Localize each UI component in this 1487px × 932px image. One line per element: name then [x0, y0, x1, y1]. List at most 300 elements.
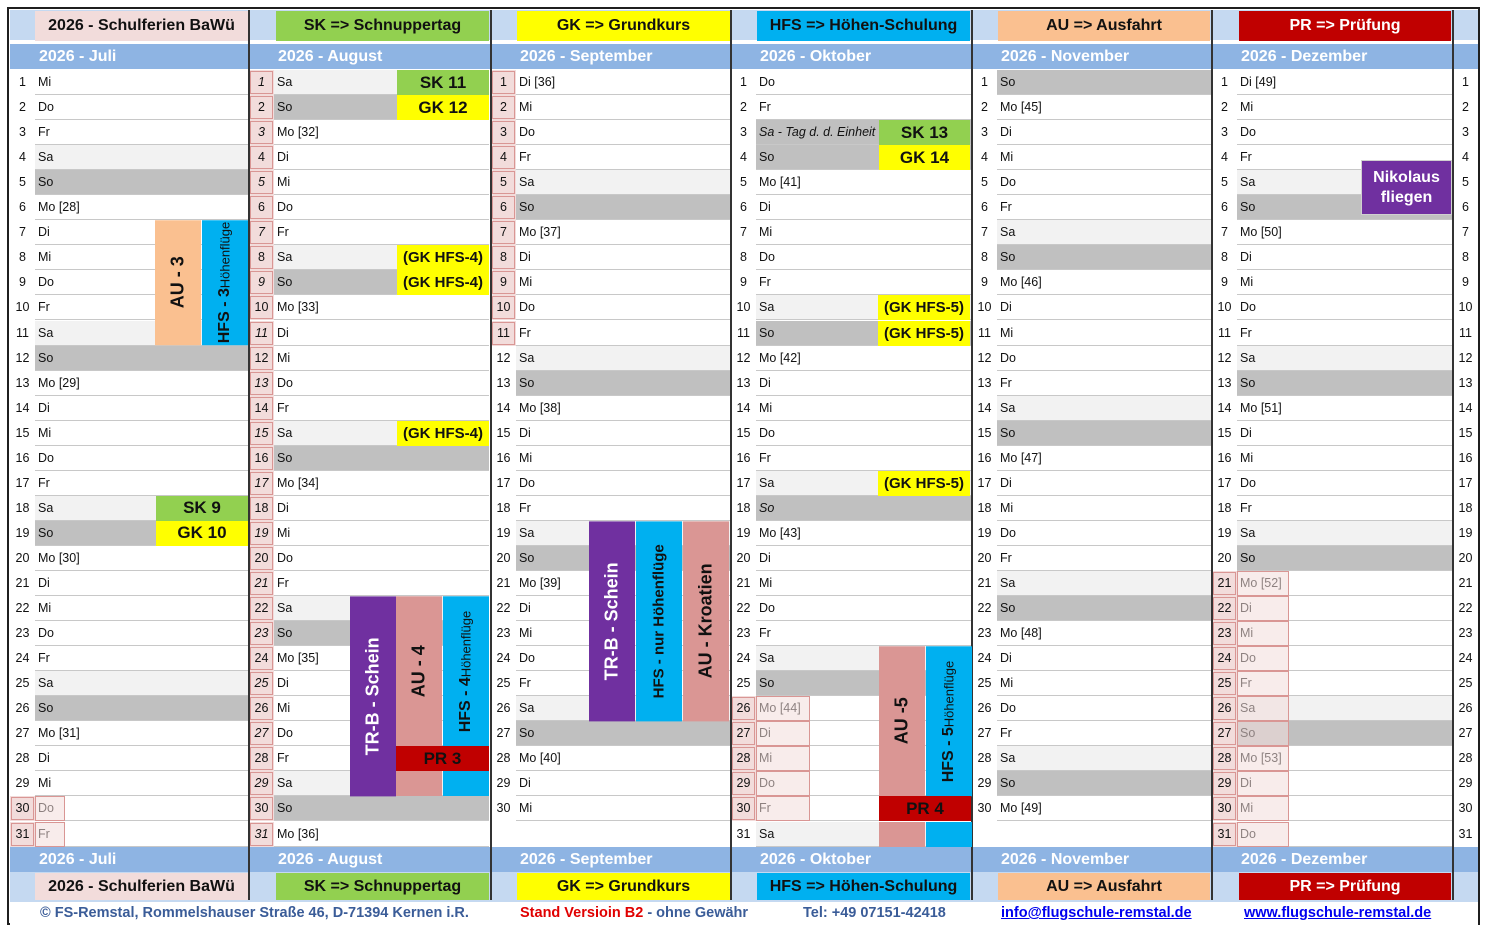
day-cell — [35, 796, 250, 821]
day-cell: Sa — [756, 646, 971, 671]
event-pr-3[interactable]: PR 3 — [396, 746, 489, 771]
day-number: 8 — [740, 250, 747, 265]
footer-phone: Tel: +49 07151-42418 — [803, 905, 946, 921]
day-cell: Do — [274, 195, 489, 220]
day-cell: Sa — [35, 321, 250, 346]
day-cell: So — [274, 621, 489, 646]
day-cell: Mo [51] — [1237, 396, 1452, 421]
day-number: 25 — [249, 671, 274, 696]
day-cell: Mi — [997, 496, 1212, 521]
day-number: 19 — [977, 525, 992, 540]
day-number: 14 — [496, 400, 511, 415]
day-number: 27 — [15, 726, 30, 741]
day-number-right: 21 — [1458, 576, 1473, 590]
event-au-5-tail — [879, 822, 925, 847]
day-number-right: 23 — [1458, 626, 1473, 641]
event-pr-4[interactable]: PR 4 — [879, 796, 971, 821]
day-number: 3 — [981, 125, 988, 140]
day-number: 28 — [249, 746, 274, 771]
day-cell: Do — [516, 471, 731, 496]
day-cell: Mo [46] — [997, 270, 1212, 295]
day-number: 21 — [736, 576, 751, 590]
event-hfs-3[interactable] — [202, 220, 248, 345]
day-number: 5 — [1221, 175, 1228, 190]
day-number-right: 25 — [1458, 676, 1473, 691]
day-number: 15 — [977, 425, 992, 440]
event-gk-12[interactable]: GK 12 — [397, 95, 489, 120]
event-gk-hfs-5-c[interactable]: (GK HFS-5) — [878, 471, 970, 496]
legend-gk-bottom: GK => Grundkurs — [517, 873, 730, 900]
event-sk-9[interactable]: SK 9 — [156, 496, 248, 521]
day-cell: Mi — [516, 270, 731, 295]
day-number: 17 — [1217, 475, 1232, 490]
event-au-4-label-0: AU - 4 — [408, 645, 429, 698]
day-cell: Sa — [274, 245, 489, 270]
day-cell: Sa — [35, 145, 250, 170]
day-cell: Sa - Tag d. d. Einheit — [756, 120, 971, 145]
day-cell: Mo [40] — [516, 746, 731, 771]
day-number-right: 30 — [1458, 801, 1473, 816]
day-number: 9 — [491, 270, 516, 295]
day-number: 30 — [10, 796, 35, 821]
day-cell: Sa — [274, 596, 489, 621]
day-number-right: 7 — [1462, 225, 1469, 240]
day-number: 4 — [981, 150, 988, 165]
event-hfs-5[interactable] — [926, 646, 972, 796]
day-number: 31 — [1212, 822, 1237, 847]
day-cell: Di — [35, 746, 250, 771]
event-au-5[interactable] — [879, 646, 925, 796]
day-cell: Sa — [997, 571, 1212, 596]
day-cell: Do — [516, 295, 731, 320]
day-cell: Mi — [274, 521, 489, 546]
day-number: 5 — [19, 175, 26, 190]
day-number: 23 — [1212, 621, 1237, 646]
column-separator-1 — [490, 10, 492, 900]
day-number: 24 — [736, 651, 751, 666]
month-title-7-bottom: 2026 - Juli — [35, 847, 250, 872]
day-number: 15 — [15, 425, 30, 440]
day-number-right: 19 — [1458, 525, 1473, 540]
day-cell: Mo [29] — [35, 371, 250, 396]
day-number: 21 — [15, 576, 30, 590]
day-number: 12 — [1217, 350, 1232, 365]
event-hfs-3-label-0: HFS - 3 — [216, 288, 233, 344]
day-number: 29 — [15, 776, 30, 791]
day-cell: Fr — [997, 721, 1212, 746]
day-number: 1 — [981, 75, 988, 89]
day-cell: Mi — [997, 321, 1212, 346]
day-cell: Di [36] — [516, 70, 731, 95]
day-cell: Di — [516, 421, 731, 446]
day-number: 8 — [981, 250, 988, 265]
day-number: 10 — [15, 300, 30, 315]
holiday-marker — [756, 721, 810, 746]
day-number-right: 2 — [1462, 100, 1469, 115]
day-number: 1 — [1221, 75, 1228, 89]
day-cell: Mo [48] — [997, 621, 1212, 646]
column-separator-2 — [730, 10, 732, 900]
month-title-8-top: 2026 - August — [274, 44, 489, 69]
day-number: 11 — [16, 325, 29, 340]
event-trb-schein-sep[interactable] — [589, 521, 635, 721]
day-cell: So — [274, 446, 489, 471]
day-cell: Mi — [35, 245, 250, 270]
day-number: 19 — [496, 525, 511, 540]
day-number: 30 — [496, 801, 511, 816]
day-cell: Mi — [516, 95, 731, 120]
day-number: 10 — [249, 295, 274, 320]
event-hfs-4[interactable] — [443, 596, 489, 746]
day-cell: Mi — [274, 346, 489, 371]
day-cell: So — [997, 771, 1212, 796]
event-hfs-4-label-1: Höhenflüge — [458, 610, 474, 677]
day-cell: Mo [32] — [274, 120, 489, 145]
day-cell: Do — [756, 421, 971, 446]
event-trb-schein-aug[interactable] — [350, 596, 396, 796]
day-cell: Di — [997, 120, 1212, 145]
holiday-marker — [1237, 822, 1289, 847]
day-number: 13 — [496, 375, 511, 390]
day-cell: Do — [35, 270, 250, 295]
day-number-right: 5 — [1462, 175, 1469, 190]
column-separator-0 — [248, 10, 250, 900]
day-number-right: 26 — [1458, 701, 1473, 716]
event-hfs-nur-hoehenfluege-label-0: HFS - nur Höhenflüge — [650, 544, 668, 699]
day-number: 27 — [731, 721, 756, 746]
day-number: 10 — [977, 300, 992, 315]
holiday-marker — [756, 796, 810, 821]
day-cell: Do — [35, 446, 250, 471]
day-cell: Mi — [274, 696, 489, 721]
day-number: 7 — [491, 220, 516, 245]
day-cell: Fr — [274, 396, 489, 421]
day-number: 29 — [977, 776, 992, 791]
day-number: 19 — [15, 525, 30, 540]
day-number: 6 — [981, 200, 988, 215]
day-cell: Sa — [516, 346, 731, 371]
legend-hfs-top: HFS => Höhen-Schulung — [757, 11, 970, 41]
day-number: 30 — [731, 796, 756, 821]
day-number-right: 9 — [1462, 275, 1469, 290]
day-cell: Fr — [35, 120, 250, 145]
day-number: 25 — [496, 676, 511, 691]
day-cell: So — [997, 421, 1212, 446]
day-cell: Mi — [997, 145, 1212, 170]
day-cell: So — [35, 346, 250, 371]
day-number: 7 — [740, 225, 747, 240]
day-number: 22 — [1212, 596, 1237, 621]
holiday-marker — [1237, 721, 1289, 746]
day-number: 28 — [496, 751, 511, 766]
day-cell: Mo [47] — [997, 446, 1212, 471]
day-number: 13 — [977, 375, 992, 390]
day-cell: Sa — [516, 521, 731, 546]
day-number: 21 — [1212, 571, 1237, 596]
day-number: 9 — [19, 275, 26, 290]
legend-sk-bottom: SK => Schnuppertag — [276, 873, 489, 900]
legend-gk-top: GK => Grundkurs — [517, 11, 730, 41]
day-number: 22 — [249, 596, 274, 621]
day-cell: Fr — [35, 471, 250, 496]
month-title-10-top: 2026 - Oktober — [756, 44, 971, 69]
day-number-right: 6 — [1462, 200, 1469, 215]
day-number: 22 — [15, 601, 30, 616]
day-number: 24 — [977, 651, 992, 666]
day-cell: Fr — [516, 671, 731, 696]
legend-pr-top: PR => Prüfung — [1239, 11, 1451, 41]
day-number: 11 — [249, 321, 274, 346]
day-number-right: 1 — [1462, 75, 1469, 89]
event-gk-hfs-4-a[interactable]: (GK HFS-4) — [397, 245, 489, 270]
event-hfs-4-tail — [443, 771, 489, 796]
day-cell: Mo [30] — [35, 546, 250, 571]
event-au-3[interactable] — [155, 220, 201, 345]
day-cell: So — [997, 596, 1212, 621]
day-number: 7 — [19, 225, 26, 240]
event-trb-schein-sep-label-0: TR-B - Schein — [601, 562, 622, 681]
day-number: 11 — [737, 325, 750, 340]
day-number: 13 — [15, 375, 30, 390]
day-cell: Do — [997, 170, 1212, 195]
day-number: 27 — [1212, 721, 1237, 746]
holiday-marker — [1237, 696, 1289, 721]
day-cell: Mo [36] — [274, 822, 489, 847]
event-nikolaus-fliegen[interactable]: Nikolaus fliegen — [1361, 160, 1452, 215]
day-number: 6 — [491, 195, 516, 220]
day-number: 14 — [15, 400, 30, 415]
day-number: 16 — [496, 450, 511, 465]
event-hfs-nur-hoehenfluege[interactable] — [636, 521, 682, 721]
day-number: 29 — [249, 771, 274, 796]
day-cell: Fr — [274, 220, 489, 245]
day-cell: Sa — [997, 220, 1212, 245]
day-cell: Sa — [35, 671, 250, 696]
day-cell: Di — [274, 671, 489, 696]
day-number: 2 — [740, 100, 747, 115]
day-cell: Sa — [35, 496, 250, 521]
day-cell: Fr — [1237, 321, 1452, 346]
day-cell: Do — [756, 70, 971, 95]
day-cell: Do — [516, 120, 731, 145]
day-number: 28 — [1212, 746, 1237, 771]
day-number: 9 — [740, 275, 747, 290]
day-cell: Mi — [35, 596, 250, 621]
day-number: 18 — [1217, 500, 1232, 515]
day-cell: Di — [516, 245, 731, 270]
day-cell: Do — [35, 621, 250, 646]
day-number: 17 — [736, 475, 751, 490]
event-hfs-4-label-0: HFS - 4 — [457, 676, 474, 733]
day-cell: Do — [1237, 471, 1452, 496]
day-cell: Mo [39] — [516, 571, 731, 596]
day-cell: So — [274, 270, 489, 295]
day-number: 24 — [1212, 646, 1237, 671]
day-number: 2 — [491, 95, 516, 120]
day-cell: Mi — [35, 70, 250, 95]
day-cell: Sa — [997, 396, 1212, 421]
day-cell: Mo [33] — [274, 295, 489, 320]
day-cell: Fr — [997, 546, 1212, 571]
day-number: 4 — [1221, 150, 1228, 165]
day-number: 15 — [496, 425, 511, 440]
day-number: 5 — [249, 170, 274, 195]
event-au-4[interactable] — [396, 596, 442, 746]
day-number-right: 18 — [1458, 500, 1473, 515]
day-number: 20 — [496, 550, 511, 565]
legend-pr-bottom: PR => Prüfung — [1239, 873, 1451, 900]
day-number: 12 — [496, 350, 511, 365]
day-number: 19 — [1217, 525, 1232, 540]
event-gk-hfs-4-c[interactable]: (GK HFS-4) — [397, 421, 489, 446]
day-cell: So — [35, 521, 250, 546]
day-number: 18 — [496, 500, 511, 515]
day-number: 8 — [1221, 250, 1228, 265]
day-number-right: 27 — [1458, 726, 1473, 741]
day-number-right: 31 — [1458, 826, 1473, 841]
day-number: 10 — [491, 295, 516, 320]
day-number: 29 — [731, 771, 756, 796]
day-number: 24 — [496, 651, 511, 666]
day-number: 9 — [249, 270, 274, 295]
day-cell: Di — [516, 596, 731, 621]
holiday-marker — [35, 822, 65, 847]
day-cell: Do — [756, 596, 971, 621]
day-cell: Di — [997, 471, 1212, 496]
legend-au-top: AU => Ausfahrt — [998, 11, 1210, 41]
day-number: 16 — [977, 450, 992, 465]
day-number-right: 28 — [1458, 751, 1473, 766]
day-number: 24 — [15, 651, 30, 666]
day-number: 25 — [736, 676, 751, 691]
day-number: 3 — [740, 125, 747, 140]
day-cell: Mi — [1237, 446, 1452, 471]
footer-website-link[interactable]: www.flugschule-remstal.de — [1244, 905, 1432, 921]
day-cell: So — [756, 671, 971, 696]
day-number: 8 — [249, 245, 274, 270]
day-cell: Mi — [756, 396, 971, 421]
footer-copyright: © FS-Remstal, Rommelshauser Straße 46, D-71394 Kernen i.R. — [40, 905, 469, 921]
day-number: 17 — [249, 471, 274, 496]
day-cell: Fr — [274, 746, 489, 771]
day-cell: Mo [49] — [997, 796, 1212, 821]
day-number: 1 — [249, 70, 274, 95]
holiday-marker — [35, 796, 65, 821]
legend-schulferien-top: 2026 - Schulferien BaWü — [35, 11, 248, 41]
day-number-right: 17 — [1458, 475, 1473, 490]
day-cell: Sa — [516, 170, 731, 195]
day-cell: Fr — [274, 571, 489, 596]
event-gk-14[interactable]: GK 14 — [879, 145, 970, 170]
footer-version — [520, 905, 748, 921]
event-sk-13[interactable]: SK 13 — [879, 120, 970, 145]
day-cell: Di — [1237, 245, 1452, 270]
day-cell: Do — [997, 521, 1212, 546]
day-number: 20 — [1217, 550, 1232, 565]
day-number: 18 — [15, 500, 30, 515]
day-cell: Di — [997, 646, 1212, 671]
event-gk-10[interactable]: GK 10 — [156, 521, 248, 546]
event-sk-11[interactable]: SK 11 — [397, 70, 489, 95]
month-title-9-top: 2026 - September — [516, 44, 731, 69]
day-cell: Di — [35, 220, 250, 245]
day-number-right: 8 — [1462, 250, 1469, 265]
event-au-4-tail — [396, 771, 442, 796]
day-number: 4 — [740, 150, 747, 165]
day-cell: Do — [274, 371, 489, 396]
month-title-9-bottom: 2026 - September — [516, 847, 731, 872]
day-cell: Mi — [516, 621, 731, 646]
day-cell: So — [516, 371, 731, 396]
event-gk-hfs-5-a[interactable]: (GK HFS-5) — [878, 295, 970, 320]
holiday-marker — [756, 771, 810, 796]
day-number: 16 — [15, 450, 30, 465]
day-cell — [35, 822, 250, 847]
day-cell: Sa — [274, 70, 489, 95]
day-number: 16 — [736, 450, 751, 465]
event-gk-hfs-4-b[interactable]: (GK HFS-4) — [397, 270, 489, 295]
day-cell: Mo [34] — [274, 471, 489, 496]
day-cell: Sa — [1237, 521, 1452, 546]
day-number: 28 — [731, 746, 756, 771]
day-number: 12 — [249, 346, 274, 371]
day-number: 31 — [736, 826, 751, 841]
day-number: 20 — [736, 550, 751, 565]
holiday-marker — [1237, 596, 1289, 621]
day-cell: Sa — [756, 295, 971, 320]
day-cell: So — [756, 145, 971, 170]
day-number: 1 — [740, 75, 747, 89]
month-title-7-top: 2026 - Juli — [35, 44, 250, 69]
day-cell: Mi — [997, 671, 1212, 696]
day-number: 18 — [736, 500, 751, 515]
day-number: 23 — [977, 626, 992, 641]
day-number: 11 — [978, 325, 991, 340]
day-number: 8 — [19, 250, 26, 265]
day-number: 25 — [1212, 671, 1237, 696]
day-cell: Sa — [756, 471, 971, 496]
month-title-8-bottom: 2026 - August — [274, 847, 489, 872]
day-cell: Di — [35, 396, 250, 421]
footer-email-link[interactable]: info@flugschule-remstal.de — [1001, 905, 1192, 921]
day-cell: Mo [31] — [35, 721, 250, 746]
month-title-10-bottom: 2026 - Oktober — [756, 847, 971, 872]
event-gk-hfs-5-b[interactable]: (GK HFS-5) — [878, 321, 970, 346]
day-number: 15 — [1217, 425, 1232, 440]
day-cell: So — [516, 546, 731, 571]
day-cell: Do — [997, 696, 1212, 721]
day-number: 4 — [19, 150, 26, 165]
day-cell: Mo [37] — [516, 220, 731, 245]
holiday-marker — [1237, 621, 1289, 646]
day-cell: Di — [516, 771, 731, 796]
day-number: 21 — [249, 571, 274, 596]
event-au-5-label-0: AU -5 — [891, 697, 912, 745]
day-cell: Sa — [997, 746, 1212, 771]
day-cell: Do — [274, 721, 489, 746]
day-number: 30 — [249, 796, 274, 821]
day-number: 17 — [496, 475, 511, 490]
day-number: 10 — [1217, 300, 1232, 315]
day-number: 23 — [249, 621, 274, 646]
event-au-kroatien[interactable] — [683, 521, 729, 721]
day-number: 11 — [491, 321, 516, 346]
day-number: 9 — [981, 275, 988, 290]
day-number-right: 14 — [1458, 400, 1473, 415]
month-title-11-top: 2026 - November — [997, 44, 1212, 69]
legend-hfs-bottom: HFS => Höhen-Schulung — [757, 873, 970, 900]
day-cell: So — [274, 95, 489, 120]
